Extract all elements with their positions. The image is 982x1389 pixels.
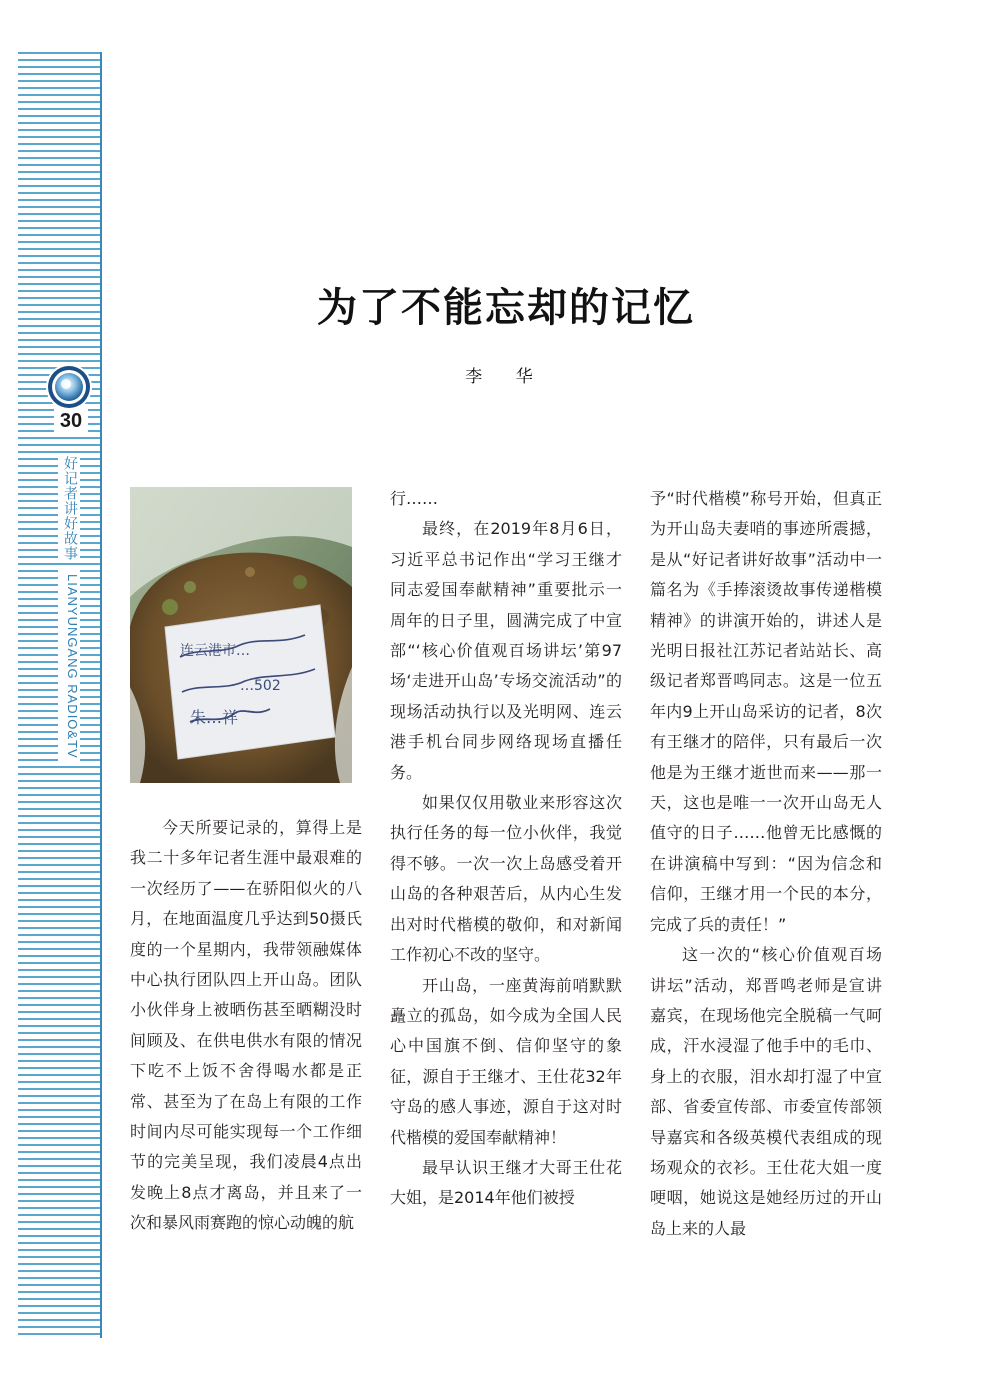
article-column-2 [390, 484, 622, 1214]
paragraph: 最早认识王继才大哥王仕花大姐，是2014年他们被授 [390, 1157, 622, 1208]
photo-note-line-3: 朱…祥 [190, 708, 239, 727]
paragraph: 今天所要记录的，算得上是我二十多年记者生涯中最艰难的一次经历了——在骄阳似火的八月，在地面温度几乎达到50摄氏度的一个星期内，我带领融媒体中心执行团队四上开山岛。团队小伙伴身上被晒伤甚至晒糊没时间顾及、在供电供水有限的情况下吃不上饭不舍得喝水都是正常、甚至为了在岛上有限的工作时间内尽可能实现每一个工作细节的完美呈现，我们凌晨4点出发晚上8点才离岛，并且来了一次和暴风雨赛跑的惊心动魄的航 [130, 818, 362, 1233]
soil-with-note-image [130, 487, 352, 783]
paragraph: 最终，在2019年8月6日，习近平总书记作出“学习王继才同志爱国奉献精神”重要批示一周年的日子里，圆满完成了中宣部“‘核心价值观百场讲坛’第97场‘走进开山岛’专场交流活动”的现场活动执行以及光明网、连云港手机台同步网络现场直播任务。 [390, 519, 622, 782]
photo-note-line-2: …502 [240, 678, 281, 694]
section-label-en: LIANYUNGANG RADIO&TV [58, 570, 80, 763]
page-number: 30 [54, 408, 88, 434]
paragraph: 开山岛，一座黄海前哨默默矗立的孤岛，如今成为全国人民心中国旗不倒、信仰坚守的象征，源自于王继才、王仕花32年守岛的感人事迹，源自于这对时代楷模的爱国奉献精神！ [390, 975, 622, 1147]
photo-note-line-1: 连云港市… [180, 643, 250, 659]
article-column-3 [650, 484, 882, 1244]
article-column-1 [130, 813, 362, 1239]
section-label-cn: 好记者讲好故事 [58, 454, 80, 563]
article-author: 李 华 [465, 367, 547, 387]
soil-bag-photo [130, 487, 352, 783]
circle-logo-icon [46, 364, 92, 410]
paragraph-continued: 予“时代楷模”称号开始，但真正为开山岛夫妻哨的事迹所震撼，是从“好记者讲好故事”活动中一篇名为《手捧滚烫故事传递楷模精神》的讲演开始的，讲述人是光明日报社江苏记者站站长、高级记者郑晋鸣同志。这是一位五年内9上开山岛采访的记者，8次有王继才的陪伴，只有最后一次他是为王继才逝世而来——那一天，这也是唯一一次开山岛无人值守的日子……他曾无比感慨的在讲演稿中写到：“因为信念和信仰，王继才用一个民的本分，完成了兵的责任！” [650, 489, 882, 934]
paragraph: 这一次的“核心价值观百场讲坛”活动，郑晋鸣老师是宣讲嘉宾，在现场他完全脱稿一气呵成，汗水浸湿了他手中的毛巾、身上的衣服，泪水却打湿了中宣部、省委宣传部、市委宣传部领导嘉宾和各级英模代表组成的现场观众的衣衫。王仕花大姐一度哽咽，她说这是她经历过的开山岛上来的人最 [650, 945, 882, 1238]
magazine-logo [46, 364, 92, 410]
article-title: 为了不能忘却的记忆 [317, 285, 695, 331]
paragraph-continued: 行…… [390, 489, 439, 508]
paragraph: 如果仅仅用敬业来形容这次执行任务的每一位小伙伴，我觉得不够。一次一次上岛感受着开山岛的各种艰苦后，从内心生发出对时代楷模的敬仰，和对新闻工作初心不改的坚守。 [390, 793, 622, 965]
